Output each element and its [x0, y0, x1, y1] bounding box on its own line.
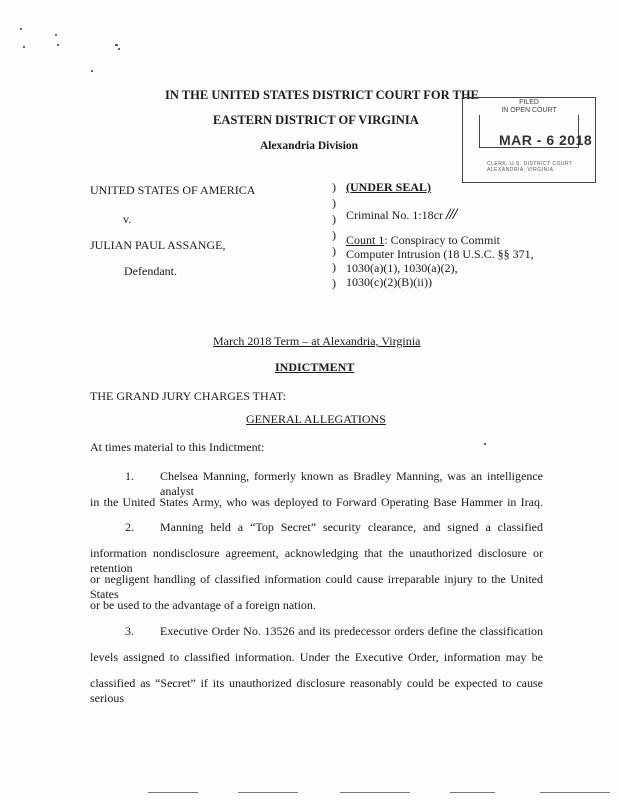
- scan-speck: [118, 48, 120, 50]
- scan-speck: [115, 44, 118, 46]
- scan-speck: [23, 46, 25, 48]
- paragraph-1-line1: Chelsea Manning, formerly known as Bradley Manning, was an intelligence analyst: [160, 469, 543, 498]
- paragraph-1-line2: in the United States Army, who was deployed to Forward Operating Base Hammer in Iraq.: [90, 495, 543, 509]
- scan-speck: [91, 70, 93, 72]
- filed-stamp: [462, 97, 596, 183]
- scan-line: [148, 792, 198, 793]
- caption-paren: ): [332, 212, 336, 226]
- caption-count-line2: Computer Intrusion (18 U.S.C. §§ 371,: [346, 247, 534, 261]
- scan-line: [238, 792, 298, 793]
- scan-line: [340, 792, 410, 793]
- count-text: : Conspiracy to Commit: [384, 233, 501, 247]
- paragraph-3-line2: levels assigned to classified information. Under the Executive Order, information may be: [90, 650, 543, 664]
- scan-line: [540, 792, 610, 793]
- paragraph-2-line3: or negligent handling of classified information could cause irreparable injury to the United States: [90, 572, 543, 601]
- scan-speck: [484, 443, 486, 445]
- grand-jury-line: THE GRAND JURY CHARGES THAT:: [90, 389, 287, 403]
- times-material-line: At times material to this Indictment:: [90, 440, 265, 454]
- count-label: Count 1: [346, 233, 385, 247]
- scan-speck: [20, 28, 22, 30]
- caption-criminal-no: [346, 206, 456, 224]
- paragraph-3-line1: Executive Order No. 13526 and its predecessor orders define the classification: [160, 624, 543, 638]
- scan-speck: [55, 34, 57, 36]
- caption-count-line1: [346, 233, 500, 248]
- paragraph-number: 3.: [125, 624, 134, 638]
- stamp-filed-label: FILED IN OPEN COURT: [501, 99, 557, 114]
- caption-count-line3: 1030(a)(1), 1030(a)(2),: [346, 261, 458, 275]
- term-line: March 2018 Term – at Alexandria, Virginia: [213, 334, 421, 348]
- criminal-no-label: Criminal No. 1:18cr: [346, 208, 443, 222]
- paragraph-3-line3: classified as “Secret” if its unauthorized disclosure reasonably could be expected to cause serious: [90, 676, 543, 705]
- caption-paren: ): [332, 196, 336, 210]
- caption-paren: ): [332, 244, 336, 258]
- stamp-date: MAR - 6 2018: [499, 132, 593, 148]
- paragraph-number: 2.: [125, 520, 134, 534]
- court-heading-line2: EASTERN DISTRICT OF VIRGINIA: [213, 113, 419, 127]
- scan-line: [450, 792, 495, 793]
- caption-paren: ): [332, 180, 336, 194]
- scan-speck: [57, 44, 59, 46]
- caption-defendant-label: Defendant.: [124, 264, 177, 278]
- caption-versus: v.: [123, 212, 132, 226]
- caption-paren: ): [332, 276, 336, 290]
- paragraph-2-line1: Manning held a “Top Secret” security clearance, and signed a classified: [160, 520, 543, 534]
- court-division: Alexandria Division: [260, 140, 359, 152]
- indictment-title: INDICTMENT: [275, 360, 355, 374]
- court-heading-line1: IN THE UNITED STATES DISTRICT COURT FOR THE: [165, 88, 479, 102]
- caption-count-line4: 1030(c)(2)(B)(ii)): [346, 275, 432, 289]
- caption-under-seal: (UNDER SEAL): [346, 180, 432, 194]
- caption-defendant-name: JULIAN PAUL ASSANGE,: [90, 238, 226, 252]
- stamp-clerk: CLERK, U.S. DISTRICT COURT ALEXANDRIA, VIRGINIA: [487, 161, 573, 173]
- paragraph-2-line2: information nondisclosure agreement, acknowledging that the unauthorized disclosure or retention: [90, 546, 543, 575]
- paragraph-2-line4: or be used to the advantage of a foreign nation.: [90, 598, 316, 612]
- caption-paren: ): [332, 228, 336, 242]
- paragraph-number: 1.: [125, 469, 134, 483]
- caption-plaintiff: UNITED STATES OF AMERICA: [90, 183, 256, 197]
- criminal-no-handwritten: ///: [445, 206, 457, 223]
- caption-paren: ): [332, 260, 336, 274]
- general-allegations-heading: GENERAL ALLEGATIONS: [246, 412, 386, 426]
